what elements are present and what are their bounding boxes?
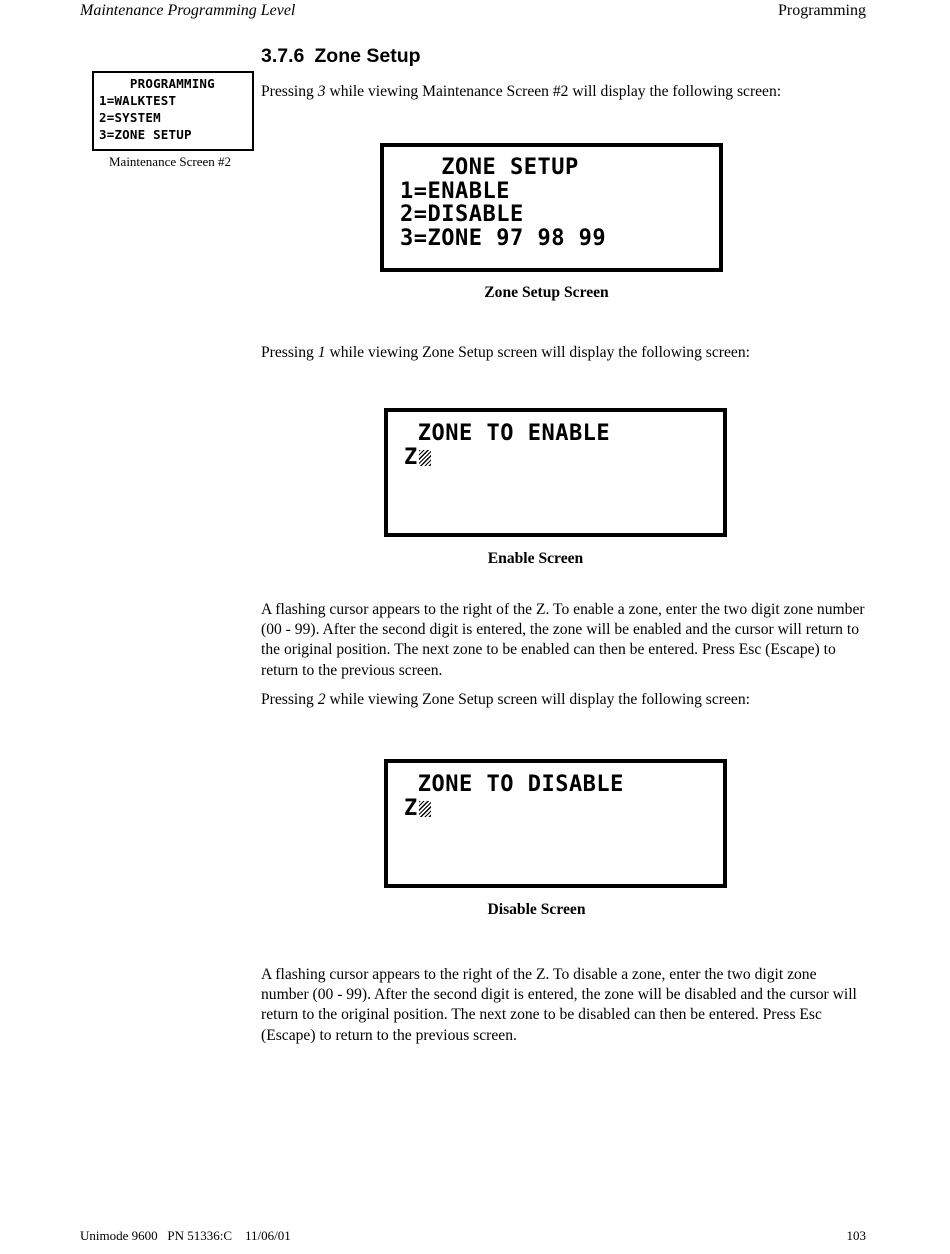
key-number: 1 (317, 344, 326, 361)
lcd-line: ZONE TO ENABLE (404, 421, 611, 446)
text-run: Pressing (261, 83, 318, 100)
running-header-right: Programming (778, 2, 866, 19)
text-run: while viewing Maintenance Screen #2 will display the following screen: (325, 83, 782, 100)
zone-disable-display (384, 759, 727, 888)
lcd-line (404, 446, 723, 470)
lcd-line: PROGRAMMING (99, 76, 215, 91)
text-run: Pressing (261, 691, 318, 708)
lcd-line: ZONE TO DISABLE (404, 772, 624, 797)
page-number: 103 (846, 1228, 866, 1243)
cursor-icon (419, 801, 431, 817)
key-number: 3 (317, 83, 326, 100)
disable-intro-paragraph (261, 690, 867, 710)
lcd-line: 2=DISABLE (400, 202, 524, 227)
lcd-line: 3=ZONE SETUP (99, 127, 192, 142)
text-run: while viewing Zone Setup screen will display the following screen: (325, 344, 750, 361)
lcd-line: ZONE SETUP (400, 155, 579, 180)
lcd-line: 1=WALKTEST (99, 93, 177, 108)
lcd-text: Z (404, 444, 418, 470)
lcd-text: Z (404, 795, 418, 821)
cursor-icon (419, 450, 431, 466)
enable-screen-caption: Enable Screen (487, 550, 584, 567)
lcd-line: 2=SYSTEM (99, 110, 161, 125)
lcd-line: 3=ZONE 97 98 99 (400, 225, 607, 251)
running-header-left: Maintenance Programming Level (80, 2, 296, 19)
section-title: Zone Setup (314, 45, 421, 67)
lcd-line: 1=ENABLE (400, 178, 510, 204)
disable-description: A flashing cursor appears to the right of the Z. To disable a zone, enter the two digit zone number (00 - 99). After the second digit is entered, the zone will be disabled and the cursor will return to the original position. The next zone to be disabled can then be entered. Press Esc (Escape) to return to the previous screen. (261, 966, 857, 1044)
zone-setup-display (380, 143, 723, 272)
footer-document-info: Unimode 9600 PN 51336:C 11/06/01 (80, 1228, 291, 1243)
maintenance-screen-caption: Maintenance Screen #2 (108, 154, 231, 169)
text-run: while viewing Zone Setup screen will display the following screen: (325, 691, 750, 708)
disable-screen-caption: Disable Screen (487, 901, 586, 918)
section-heading (261, 44, 421, 68)
section-number: 3.7.6 (261, 45, 305, 67)
key-number: 2 (317, 691, 326, 708)
text-run: Pressing (261, 344, 318, 361)
maintenance-screen-2-display (92, 71, 254, 151)
zone-setup-caption: Zone Setup Screen (484, 284, 609, 301)
enable-description: A flashing cursor appears to the right of the Z. To enable a zone, enter the two digit zone number (00 - 99). After the second digit is entered, the zone will be enabled and the cursor will return to the original position. The next zone to be enabled can then be entered. Press Esc (Escape) to return to the previous screen. (261, 601, 865, 679)
enable-intro-paragraph (261, 343, 867, 363)
lcd-line (404, 797, 723, 821)
intro-paragraph (261, 82, 867, 102)
zone-enable-display (384, 408, 727, 537)
